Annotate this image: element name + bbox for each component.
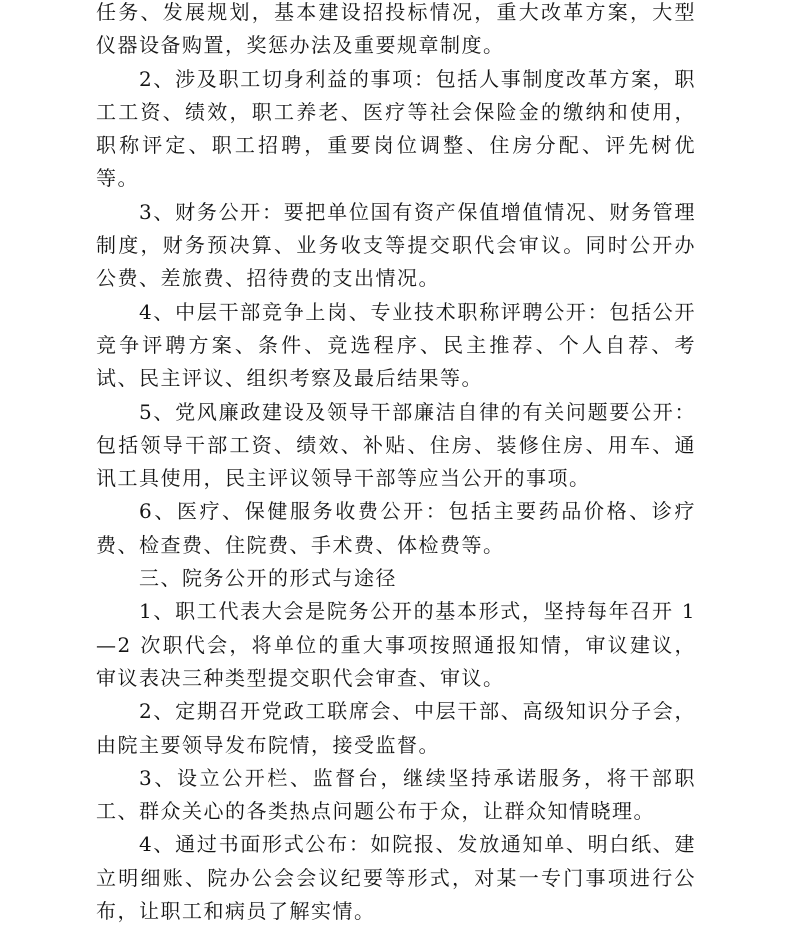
paragraph-form-4: 4、通过书面形式公布：如院报、发放通知单、明白纸、建立明细账、院办公会会议纪要等形式，对某一专门事项进行公布，让职工和病员了解实情。 [96, 832, 696, 924]
paragraph-form-1: 1、职工代表大会是院务公开的基本形式，坚持每年召开 1—2 次职代会，将单位的重大事项按照通报知情，审议建议，审议表决三种类型提交职代会审查、审议。 [96, 599, 696, 690]
document-body [96, 0, 696, 928]
paragraph-item-2: 2、涉及职工切身利益的事项：包括人事制度改革方案，职工工资、绩效，职工养老、医疗等社会保险金的缴纳和使用，职称评定、职工招聘，重要岗位调整、住房分配、评先树优等。 [96, 66, 696, 191]
section-heading: 三、院务公开的形式与途径 [139, 566, 397, 591]
paragraph-item-3: 3、财务公开：要把单位国有资产保值增值情况、财务管理制度，财务预决算、业务收支等提交职代会审议。同时公开办公费、差旅费、招待费的支出情况。 [96, 199, 696, 291]
paragraph-item-6: 6、医疗、保健服务收费公开：包括主要药品价格、诊疗费、检查费、住院费、手术费、体检费等。 [96, 499, 696, 557]
paragraph-form-2: 2、定期召开党政工联席会、中层干部、高级知识分子会，由院主要领导发布院情，接受监督。 [96, 699, 696, 757]
paragraph-form-3: 3、设立公开栏、监督台，继续坚持承诺服务，将干部职工、群众关心的各类热点问题公布于众，让群众知情晓理。 [96, 765, 696, 824]
paragraph-item-5: 5、党风廉政建设及领导干部廉洁自律的有关问题要公开：包括领导干部工资、绩效、补贴、住房、装修住房、用车、通讯工具使用，民主评议领导干部等应当公开的事项。 [96, 399, 696, 491]
paragraph-item-4: 4、中层干部竞争上岗、专业技术职称评聘公开：包括公开竞争评聘方案、条件、竞选程序、民主推荐、个人自荐、考试、民主评议、组织考察及最后结果等。 [96, 299, 696, 391]
paragraph-continuation: 任务、发展规划，基本建设招投标情况，重大改革方案，大型仪器设备购置，奖惩办法及重要规章制度。 [96, 0, 696, 58]
